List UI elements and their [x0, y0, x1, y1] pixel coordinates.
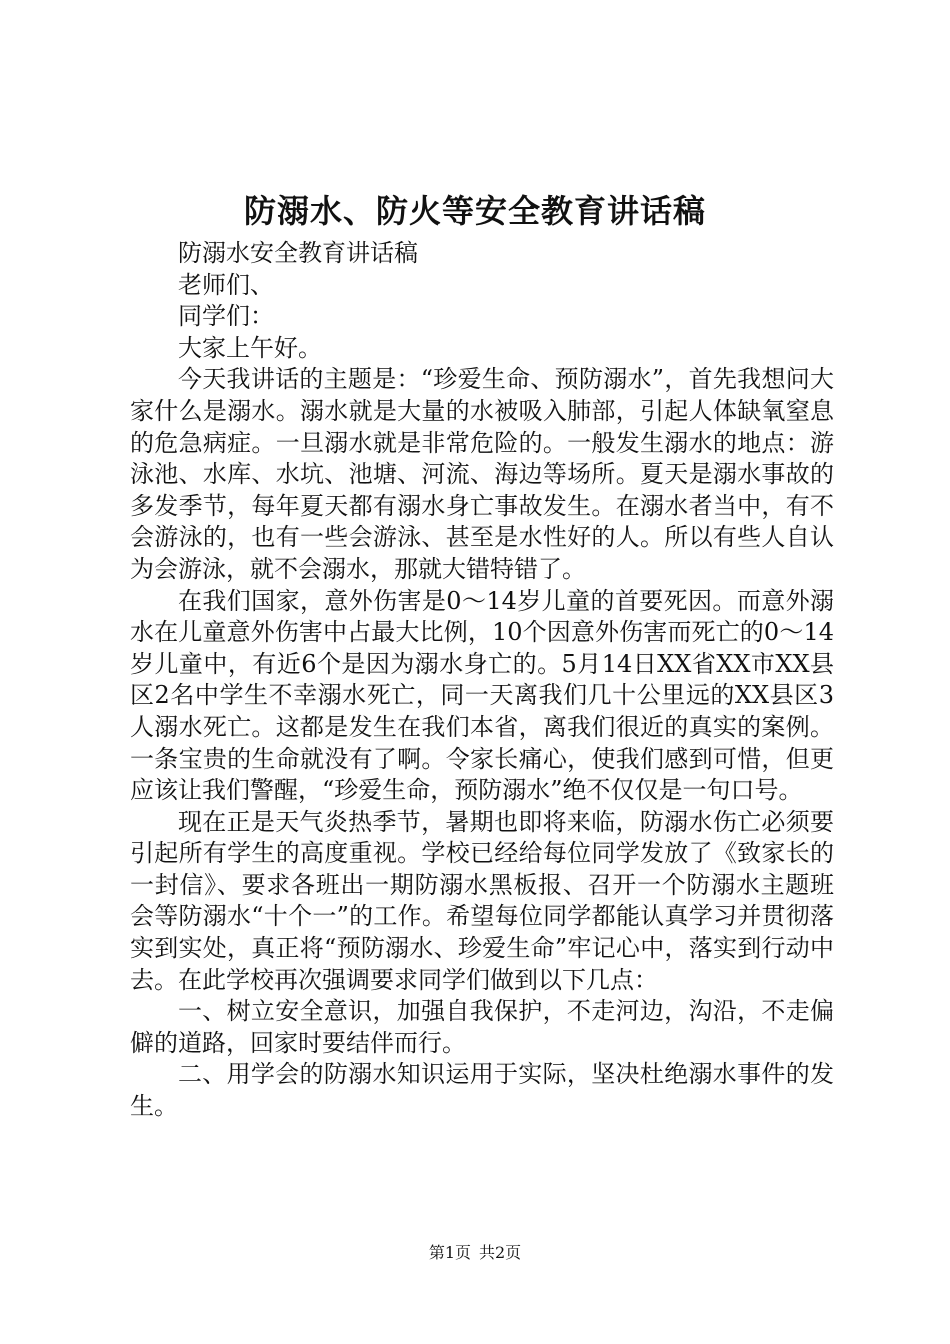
greeting: 大家上午好。 — [178, 333, 322, 362]
salutation-teachers: 老师们、 — [178, 270, 274, 299]
document-body — [130, 238, 834, 1123]
list-item: 一、树立安全意识，加强自我保护，不走河边，沟沿，不走偏僻的道路，回家时要结伴而行。 — [130, 997, 834, 1057]
salutation-students: 同学们： — [178, 302, 274, 331]
speech-heading: 防溺水安全教育讲话稿 — [178, 239, 418, 267]
paragraph: 在我们国家，意外伤害是0～14岁儿童的首要死因。而意外溺水在儿童意外伤害中占最大比例，10个因意外伤害而死亡的0～14岁儿童中，有近6个是因为溺水身亡的。5月14日XX省XX市XX县区2名中学生不幸溺水死亡，同一天离我们几十公里远的XX县区3人溺水死亡。这都是发生在我们本省，离我们很近的真实的案例。一条宝贵的生命就没有了啊。令家长痛心，使我们感到可惜，但更应该让我们警醒，“珍爱生命，预防溺水”绝不仅仅是一句口号。 — [130, 586, 834, 805]
document-title: 防溺水、防火等安全教育讲话稿 — [243, 192, 706, 230]
page-total: 共2页 — [479, 1243, 522, 1262]
paragraph: 今天我讲话的主题是：“珍爱生命、预防溺水”，首先我想问大家什么是溺水。溺水就是大量的水被吸入肺部，引起人体缺氧窒息的危急病症。一旦溺水就是非常危险的。一般发生溺水的地点：游泳池、水库、水坑、池塘、河流、海边等场所。夏天是溺水事故的多发季节，每年夏天都有溺水身亡事故发生。在溺水者当中，有不会游泳的，也有一些会游泳、甚至是水性好的人。所以有些人自认为会游泳，就不会溺水，那就大错特错了。 — [130, 365, 834, 583]
page-footer — [0, 1240, 950, 1263]
page-number: 第1页 — [428, 1243, 471, 1262]
paragraph: 现在正是天气炎热季节，暑期也即将来临，防溺水伤亡必须要引起所有学生的高度重视。学校已经给每位同学发放了《致家长的一封信》、要求各班出一期防溺水黑板报、召开一个防溺水主题班会等防溺水“十个一”的工作。希望每位同学都能认真学习并贯彻落实到实处，真正将“预防溺水、珍爱生命”牢记心中，落实到行动中去。在此学校再次强调要求同学们做到以下几点： — [130, 807, 834, 994]
list-item: 二、用学会的防溺水知识运用于实际，坚决杜绝溺水事件的发生。 — [130, 1060, 834, 1121]
